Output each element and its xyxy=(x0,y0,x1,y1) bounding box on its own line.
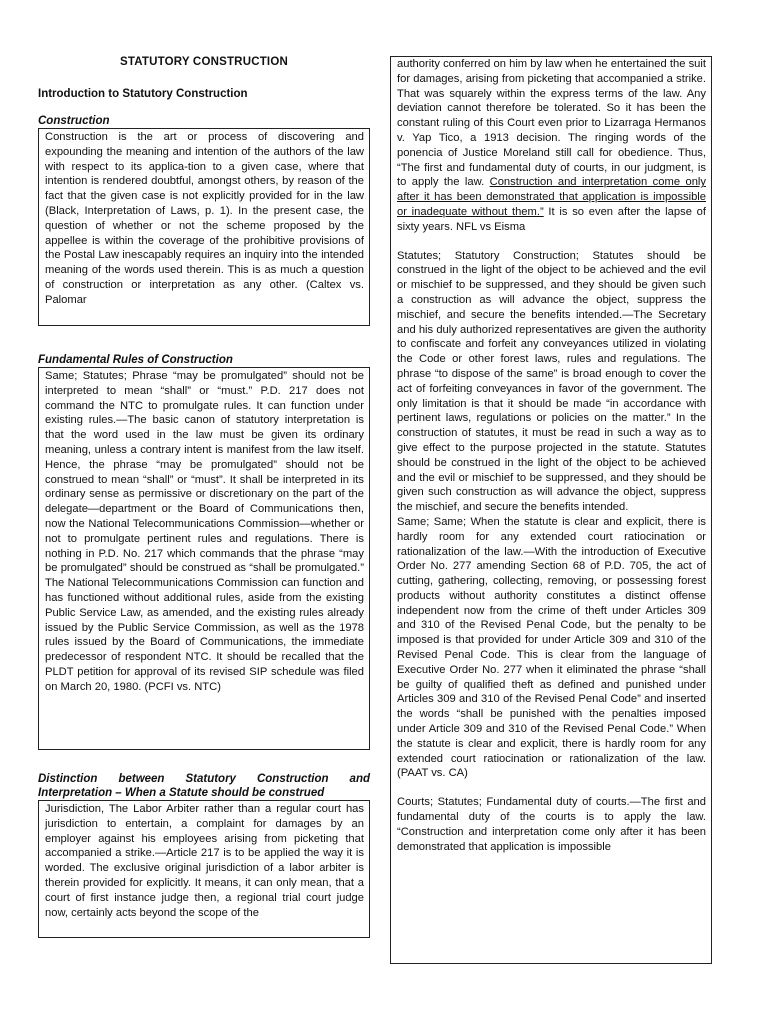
fundamental-rules-text: Same; Statutes; Phrase “may be promulgated” should not be interpreted to mean “shall” or “must.” P.D. 217 does not command the NTC to promulgate rules. It can function under existing rules.—The basic canon of statutory interpretation is that the word used in the law must be given its ordinary meaning, unless a contrary intent is manifest from the law itself. Hence, the phrase “may be promulgated” should not be construed to mean “shall” or “must”. It shall be interpreted in its ordinary sense as permissive or discretionary on the part of the delegate—department or the Board of Communications then, now the National Telecommunications Commission—whether or not to promulgate pertinent rules and regulations. There is nothing in P.D. No. 217 which commands that the phrase “may be promulgated” should be construed as “shall be promulgated.” The National Telecommunications Commission can function and has functioned without additional rules, aside from the existing Public Service Law, as amended, and the existing rules already issued by the Public Service Commission, as well as the 1978 rules issued by the Board of Communications, the immediate predecessor of respondent NTC. It should be recalled that the PLDT petition for approval of its revised SIP schedule was filed on March 20, 1980. (PCFI vs. NTC) xyxy=(45,370,364,693)
distinction-text: Jurisdiction, The Labor Arbiter rather than a regular court has jurisdiction to entertain, a complaint for damages by an employer against his employees arising from picketing that accompanied a strike.—Article 217 is to be applied the way it is worded. The exclusive original jurisdiction of a labor arbiter is therein provided for explicitly. It means, it can only mean, that a court of first instance judge then, a regional trial court judge now, certainly acts beyond the scope of the xyxy=(45,803,364,919)
section-heading-distinction: Distinction between Statutory Construction and Interpretation – When a Statute should be construed xyxy=(38,773,370,799)
page-title: STATUTORY CONSTRUCTION xyxy=(120,56,288,68)
eisma-text-part1: authority conferred on him by law when he entertained the suit for damages, arising from picketing that accompanied a strike. That was squarely within the express terms of the law. Any deviation cannot therefore be tolerated. So it has been the constant ruling of this Court even prior to Lizarraga Hermanos v. Yap Tico, a 1913 decision. The ringing words of the ponencia of Justice Moreland still call for obedience. Thus, “The first and fundamental duty of courts, in our judgment, is to apply the law. xyxy=(397,58,706,189)
statutes-paragraph: Statutes; Statutory Construction; Statutes should be construed in the light of the object to be achieved and the evil or mischief to be suppressed, and they should be given such a construction as will advance the object, suppress the mischief, and secure the benefits intended.—The Secretary and his duly authorized representatives are given the authority to confiscate and forfeit any conveyances utilized in violating the Code or other forest laws, rules and regulations. The phrase “to dispose of the same” is broad enough to cover the act of forfeiting conveyances in favor of the government. The only limitation is that it should be made “in accordance with pertinent laws, regulations or policies on the matter.” In the construction of statutes, it must be read in such a way as to give effect to the purpose projected in the statute. Statutes should be construed in the light of the object to be achieved and the evil or mischief to be suppressed, and they should be given such construction as will advance the object, suppress the mischief, and secure the benefits intended. xyxy=(397,249,706,514)
distinction-text-box xyxy=(38,800,370,938)
eisma-underlined-quote: Construction and interpretation come only after it has been demonstrated that application is impossible or inadequate without them.” xyxy=(397,176,706,218)
construction-text-box xyxy=(38,128,370,326)
construction-text: Construction is the art or process of discovering and expounding the meaning and intention of the authors of the law with respect to its applica-tion to a given case, where that intention is rendered doubtful, amongst others, by reason of the fact that the given case is not explicitly provided for in the law (Black, Interpretation of Laws, p. 1). In the present case, the question of whether or not the scheme proposed by the appellee is within the coverage of the prohibitive provisions of the Postal Law inescapably requires an inquiry into the intended meaning of the words used therein. This is as much a question of construction or interpretation as any other. (Caltex vs. Palomar xyxy=(45,131,364,306)
right-column xyxy=(390,56,712,964)
section-heading-fundamental-rules: Fundamental Rules of Construction xyxy=(38,354,233,366)
intro-heading: Introduction to Statutory Construction xyxy=(38,88,248,100)
eisma-paragraph xyxy=(397,57,706,235)
section-heading-construction: Construction xyxy=(38,115,110,127)
courts-paragraph: Courts; Statutes; Fundamental duty of courts.—The first and fundamental duty of the courts is to apply the law. “Construction and interpretation come only after it has been demonstrated that application is impossible xyxy=(397,796,706,853)
right-column-text-box xyxy=(390,56,712,964)
eisma-text-part2: It is so even after the lapse of sixty years. NFL vs Eisma xyxy=(397,205,706,233)
paat-paragraph: Same; Same; When the statute is clear and explicit, there is hardly room for any extended court ratiocination or rationalization of the law.—With the introduction of Executive Order No. 277 amending Section 68 of P.D. 705, the act of cutting, gathering, collecting, removing, or possessing forest products without authority constitutes a distinct offense independent now from the crime of theft under Articles 309 and 310 of the Revised Penal Code, but the penalty to be imposed is that provided for under Article 309 and 310 of the Revised Penal Code. This is clear from the language of Executive Order No. 277 when it eliminated the phrase “shall be guilty of qualified theft as defined and punished under Articles 309 and 310 of the Revised Penal Code” and inserted the words “shall be punished with the penalties imposed under Article 309 and 310 of the Revised Penal Code.” When the statute is clear and explicit, there is hardly room for any extended court ratiocination or rationalization of the law. (PAAT vs. CA) xyxy=(397,515,706,780)
left-column xyxy=(38,56,370,938)
fundamental-rules-text-box xyxy=(38,367,370,750)
